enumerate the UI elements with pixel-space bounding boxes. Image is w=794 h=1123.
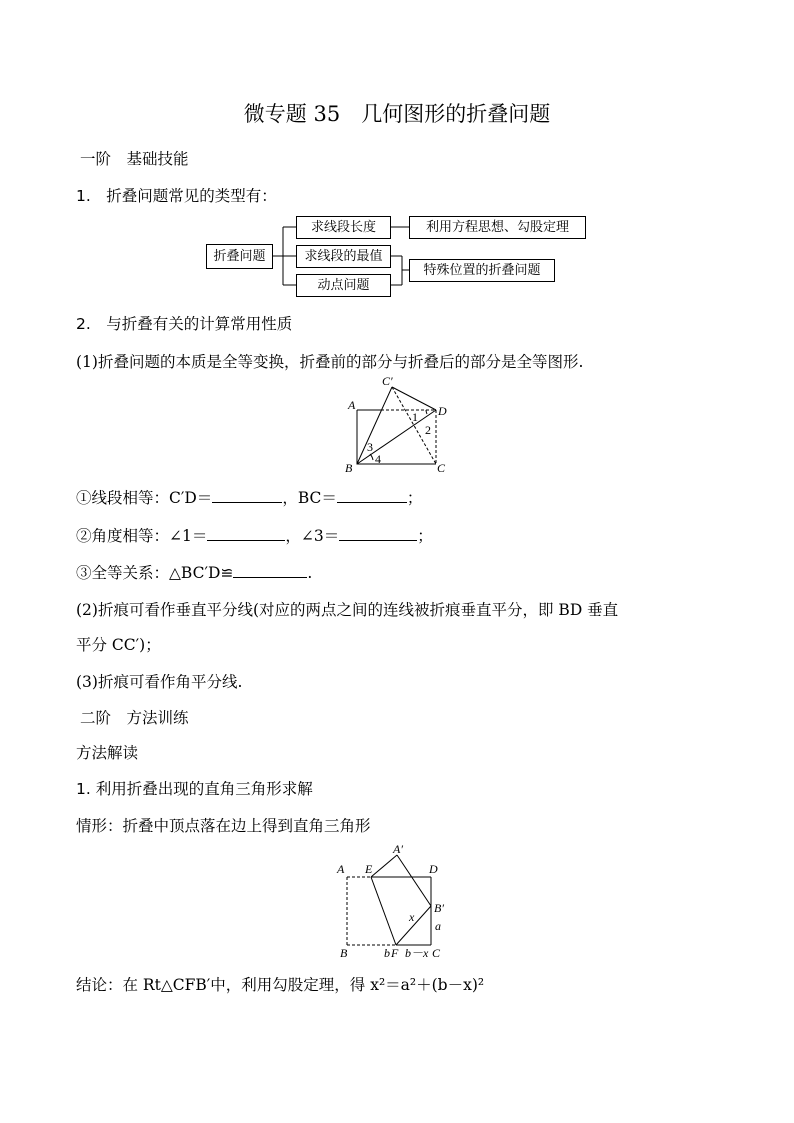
fig2-label-d: D: [429, 862, 438, 876]
fig2-label-e: E: [365, 862, 373, 876]
conclusion-text: 结论：在 Rt△CFB′中，利用勾股定理，得 x²＝a²＋(b－x)²: [76, 976, 485, 994]
fig2-label-b-vertex: B: [340, 946, 348, 960]
blank-angle-3[interactable]: [339, 526, 417, 541]
fig2-label-b-minus-x: b－x: [405, 946, 429, 960]
flow-result-special-position: 特殊位置的折叠问题: [409, 259, 555, 282]
section-heading-1: 一阶 基础技能: [80, 150, 189, 168]
flow-branch-segment-extremum: 求线段的最值: [296, 245, 391, 268]
page-title: 微专题 35 几何图形的折叠问题: [243, 102, 551, 126]
question-congruence: ③全等关系：△BC′D≌ .: [76, 564, 313, 582]
item-2-heading: 2. 与折叠有关的计算常用性质: [76, 315, 293, 333]
fig2-label-a: A: [337, 862, 345, 876]
blank-c-prime-d[interactable]: [212, 488, 282, 503]
property-2-line-1: (2)折痕可看作垂直平分线(对应的两点之间的连线被折痕垂直平分，即 BD 垂直: [76, 601, 619, 619]
flow-connectors: [0, 0, 794, 300]
fig1-label-d: D: [438, 404, 447, 418]
fig1-label-c-prime: C′: [382, 376, 393, 388]
fig1-label-angle-1: 1: [412, 410, 418, 424]
property-2-line-2: 平分 CC′)；: [76, 636, 161, 654]
item-1-heading: 1. 折叠问题常见的类型有：: [76, 187, 277, 205]
fig2-label-a-prime: A′: [393, 842, 403, 856]
fold-figure-2: [335, 840, 465, 965]
fig1-label-angle-3: 3: [367, 440, 373, 454]
fig2-ea-prime: [371, 855, 397, 877]
flow-root-box: 折叠问题: [206, 244, 273, 269]
fig2-label-b-prime: B′: [434, 901, 444, 915]
fig2-label-b-length: b: [384, 946, 390, 960]
flow-branch-moving-point: 动点问题: [296, 274, 391, 297]
blank-congruent-triangle[interactable]: [233, 563, 307, 578]
fig1-label-angle-2: 2: [425, 423, 431, 437]
method-1-title: 1. 利用折叠出现的直角三角形求解: [76, 780, 313, 798]
fig2-label-x: x: [409, 910, 415, 924]
fig1-label-angle-4: 4: [375, 452, 381, 466]
section-heading-2: 二阶 方法训练: [80, 709, 189, 727]
fig1-c-prime-d: [392, 387, 436, 410]
question-angle-equality: ②角度相等：∠1＝ ，∠3＝ ；: [76, 527, 433, 545]
method-heading: 方法解读: [76, 744, 139, 762]
fold-figure-1: [340, 376, 460, 476]
fig2-a-prime-b-prime: [397, 855, 431, 906]
property-3-text: (3)折痕可看作角平分线.: [76, 673, 243, 691]
fig2-label-a-length: a: [435, 919, 441, 933]
fig2-label-c: C: [432, 946, 441, 960]
question-segment-equality: ①线段相等：C′D＝ ，BC＝ ；: [76, 489, 423, 507]
case-description: 情形：折叠中顶点落在边上得到直角三角形: [76, 817, 371, 835]
property-1-text: (1)折叠问题的本质是全等变换，折叠前的部分与折叠后的部分是全等图形.: [76, 353, 584, 371]
blank-angle-1[interactable]: [207, 526, 285, 541]
fig1-angle-arc-3: [370, 454, 373, 460]
flow-branch-segment-length: 求线段长度: [296, 216, 391, 239]
fig1-label-c: C: [437, 461, 446, 475]
flow-result-equation: 利用方程思想、勾股定理: [409, 216, 586, 239]
fig2-crease-ef: [371, 877, 396, 945]
fig2-label-f: F: [391, 946, 399, 960]
fig1-angle-arc-1: [426, 410, 427, 414]
blank-bc[interactable]: [337, 488, 407, 503]
fig1-label-b: B: [345, 461, 353, 475]
fig1-label-a: A: [348, 398, 356, 412]
